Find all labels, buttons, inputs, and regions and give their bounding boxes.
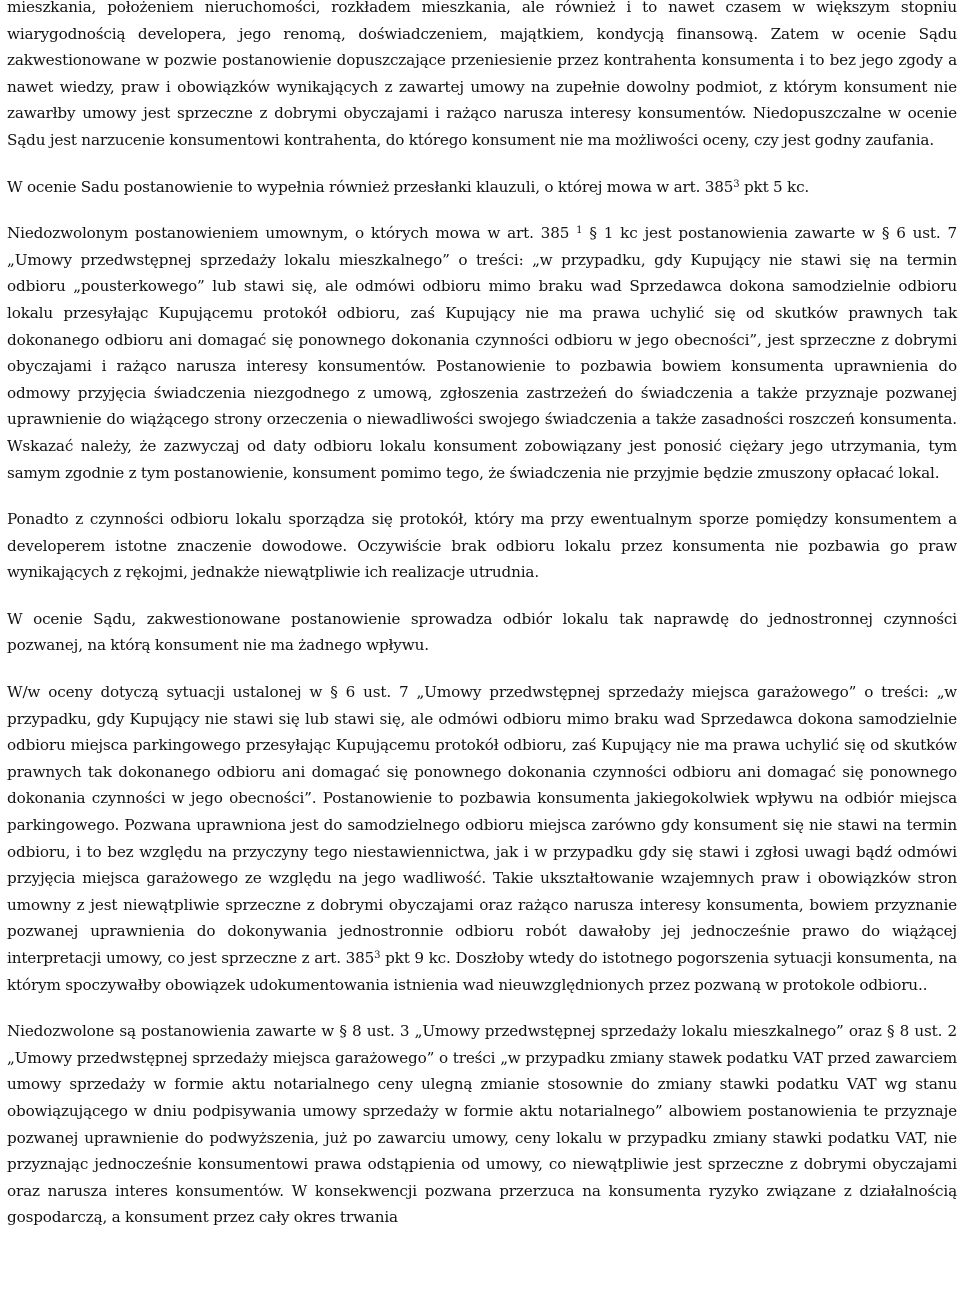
paragraph-3-tail: § 1 kc jest postanowienia zawarte w § 6 ust. 7 „Umowy przedwstępnej sprzedaży lokalu mieszkalnego” o treści: „w przypadku, gdy Kupujący nie stawi się na termin odbioru „pousterkowego” lub stawi się, ale odmówi odbioru mimo braku wad Sprzedawca dokona samodzielnie odbioru lokalu przesyłając Kupującemu protokół odbioru, zaś Kupujący nie ma prawa uchylić się od skutków prawnych tak dokonanego odbioru ani domagać się ponownego dokonania czynności odbioru w jego obecności”, jest sprzeczne z dobrymi obyczajami i rażąco narusza interesy konsumentów. Postanowienie to pozbawia bowiem konsumenta uprawnienia do odmowy przyjęcia świadczenia niezgodnego z umową, zgłoszenia zastrzeżeń do świadczenia a także przyznaje pozwanej uprawnienie do wiążącego strony orzeczenia o niewadliwości swojego świadczenia a także zasadności roszczeń konsumenta. Wskazać należy, że zazwyczaj od daty odbioru lokalu konsument zobowiązany jest ponosić ciężary jego utrzymania, tym samym zgodnie z tym postanowienie, konsument pomimo tego, że świadczenia nie przyjmie będzie zmuszony opłacać lokal. [7,224,958,482]
paragraph-6-tail: pkt 9 kc. Doszłoby wtedy do istotnego pogorszenia sytuacji konsumenta, na którym spoczywałby obowiązek udokumentowania istnienia wad nieuwzględnionych przez pozwaną w protokole odbioru.. [7,949,957,994]
paragraph-2-tail: pkt 5 kc. [739,177,810,196]
paragraph-7: Niedozwolone są postanowienia zawarte w § 8 ust. 3 „Umowy przedwstępnej sprzedaży lokalu mieszkalnego” oraz § 8 ust. 2 „Umowy przedwstępnej sprzedaży miejsca garażowego” o treści „w przypadku zmiany stawek podatku VAT przed zawarciem umowy sprzedaży w formie aktu notarialnego ceny ulegną zmianie stosownie do zmiany stawki podatku VAT wg stanu obowiązującego w dniu podpisywania umowy sprzedaży w formie aktu notarialnego” albowiem postanowienia te przyznaje pozwanej uprawnienie do podwyższenia, już po zawarciu umowy, ceny lokalu w przypadku zmiany stawki podatku VAT, nie przyznając jednocześnie konsumentowi prawa odstąpienia od umowy, co niewątpliwie jest sprzeczne z dobrymi obyczajami oraz narusza interes konsumentów. W konsekwencji pozwana przerzuca na konsumenta ryzyko związane z działalnością gospodarczą, a konsument przez cały okres trwania [7,1022,957,1227]
superscript-1: 1 [576,225,583,237]
paragraph-3 [7,220,957,486]
paragraph-2 [7,174,957,201]
superscript-3: 3 [374,950,381,961]
paragraph-3-text: Niedozwolonym postanowieniem umownym, o których mowa w art. 385 [7,224,577,243]
paragraph-6-text: W/w oceny dotyczą sytuacji ustalonej w § 6 ust. 7 „Umowy przedwstępnej sprzedaży miejsca garażowego” o treści: „w przypadku, gdy Kupujący nie stawi się lub stawi się, ale odmówi odbioru mimo braku wad Sprzedawca dokona samodzielnie odbioru miejsca parkingowego przesyłając Kupującemu protokół odbioru, zaś Kupujący nie ma prawa uchylić się od skutków prawnych tak dokonanego odbioru ani domagać się ponownego dokonania czynności odbioru ani domagać się ponownego dokonania czynności w jego obecności”. Postanowienie to pozbawia konsumenta jakiegokolwiek wpływu na odbiór miejsca parkingowego. Pozwana uprawniona jest do samodzielnego odbioru miejsca zarówno gdy konsument się nie stawi na termin odbioru, i to bez względu na przyczyny tego niestawiennictwa, jak i w przypadku gdy się stawi i zgłosi uwagi bądź odmówi przyjęcia miejsca garażowego ze względu na jego wadliwość. Takie ukształtowanie wzajemnych praw i obowiązków stron umowny z jest niewątpliwie sprzeczne z dobrymi obyczajami oraz rażąco narusza interesy konsumenta, bowiem przyznanie pozwanej uprawnienia do dokonywania jednostronnie odbioru robót dawałoby jej jednocześnie prawo do wiążącej interpretacji umowy, co jest sprzeczne z art. 385 [7,683,957,967]
paragraph-4: Ponadto z czynności odbioru lokalu sporządza się protokół, który ma przy ewentualnym sporze pomiędzy konsumentem a developerem istotne znaczenie dowodowe. Oczywiście brak odbioru lokalu przez konsumenta nie pozbawia go praw wynikających z rękojmi, jednakże niewątpliwie ich realizacje utrudnia. [7,510,957,582]
paragraph-6 [7,679,957,998]
superscript-3: 3 [733,178,740,190]
paragraph-5: W ocenie Sądu, zakwestionowane postanowienie sprowadza odbiór lokalu tak naprawdę do jednostronnej czynności pozwanej, na którą konsument nie ma żadnego wpływu. [7,609,957,655]
document-page [7,0,957,1251]
paragraph-1: mieszkania, położeniem nieruchomości, rozkładem mieszkania, ale również i to nawet czasem w większym stopniu wiarygodnością developera, jego renomą, doświadczeniem, majątkiem, kondycją finansową. Zatem w ocenie Sądu zakwestionowane w pozwie postanowienie dopuszczające przeniesienie przez kontrahenta konsumenta i to bez jego zgody a nawet wiedzy, praw i obowiązków wynikających z zawartej umowy na zupełnie dowolny podmiot, z którym konsument nie zawarłby umowy jest sprzeczne z dobrymi obyczajami i rażąco narusza interesy konsumentów. Niedopuszczalne w ocenie Sądu jest narzucenie konsumentowi kontrahenta, do którego konsument nie ma możliwości oceny, czy jest godny zaufania. [7,0,957,149]
paragraph-2-text: W ocenie Sadu postanowienie to wypełnia również przesłanki klauzuli, o której mowa w art. 385 [7,177,734,196]
